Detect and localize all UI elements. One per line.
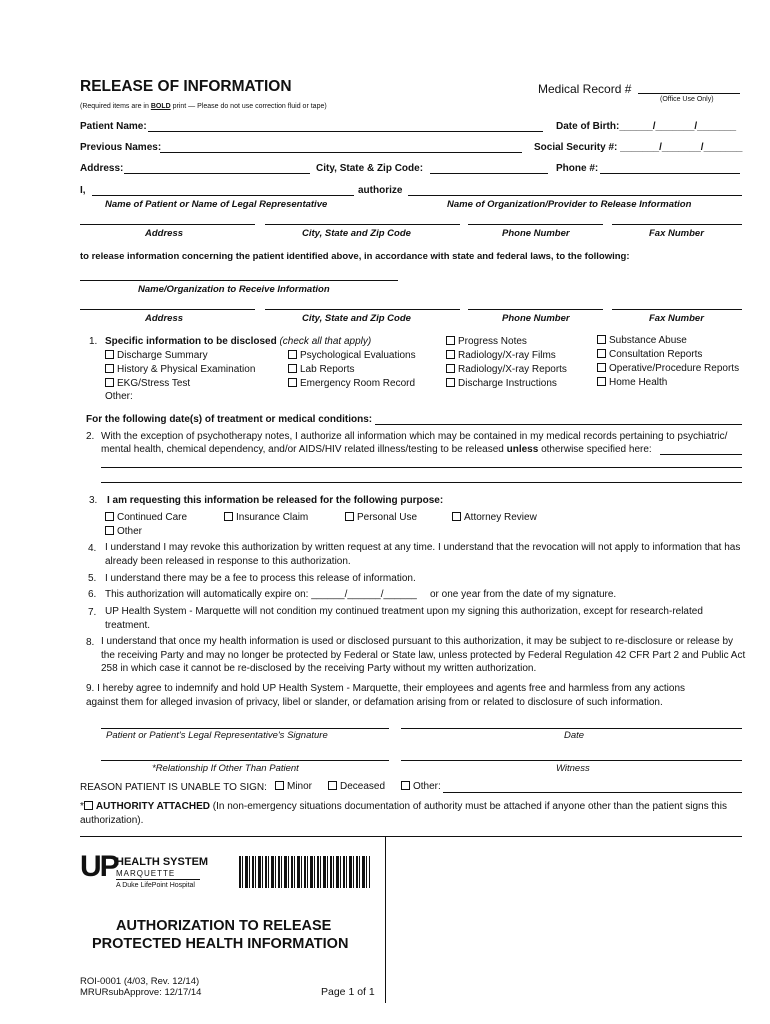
section3-title: I am requesting this information be released for the following purpose: bbox=[107, 495, 444, 506]
item6-number: 6. bbox=[88, 589, 97, 600]
checkbox-consultation[interactable]: Consultation Reports bbox=[597, 349, 702, 360]
checkbox-icon bbox=[288, 350, 297, 359]
checkbox-icon bbox=[345, 512, 354, 521]
authority-attached[interactable]: * AUTHORITY ATTACHED (In non-emergency situations documentation of authority must be attached if anyone other than the patient signs this authorization). bbox=[80, 801, 727, 826]
patient-name-label: Patient Name: bbox=[80, 121, 147, 132]
checkbox-icon bbox=[224, 512, 233, 521]
dates-field[interactable] bbox=[375, 424, 742, 425]
item9-text: 9. I hereby agree to indemnify and hold UP Health System - Marquette, their employees and agents free and harmless from any actions against them for alleged invasion of privacy, libel or slander, or defamation arising from or related to disclosure of such information. bbox=[86, 683, 686, 708]
logo-tagline: A Duke LifePoint Hospital bbox=[116, 882, 195, 889]
receiver-address-field[interactable] bbox=[80, 309, 255, 310]
checkbox-lab-reports[interactable]: Lab Reports bbox=[288, 364, 354, 375]
checkbox-icon bbox=[105, 364, 114, 373]
checkbox-substance-abuse[interactable]: Substance Abuse bbox=[597, 335, 687, 346]
item8-number: 8. bbox=[86, 637, 95, 648]
exceptions-field[interactable] bbox=[660, 454, 742, 455]
checkbox-discharge-instructions[interactable]: Discharge Instructions bbox=[446, 378, 557, 389]
reason-label: REASON PATIENT IS UNABLE TO SIGN: bbox=[80, 782, 267, 793]
phone-caption: Phone Number bbox=[502, 228, 570, 239]
form-footer-title-2: PROTECTED HEALTH INFORMATION bbox=[92, 936, 349, 952]
checkbox-attorney-review[interactable]: Attorney Review bbox=[452, 512, 537, 523]
ssn-label[interactable]: Social Security #: _______/_______/_______ bbox=[534, 142, 743, 153]
release-city-field[interactable] bbox=[265, 224, 460, 225]
receiver-fax-field[interactable] bbox=[612, 309, 742, 310]
checkbox-other-purpose[interactable]: Other bbox=[105, 526, 142, 537]
checkbox-home-health[interactable]: Home Health bbox=[597, 377, 667, 388]
barcode-image bbox=[239, 856, 370, 888]
item7-text: UP Health System - Marquette will not condition my continued treatment upon my signing this authorization, except for research-related treatment. bbox=[105, 606, 703, 631]
checkbox-icon bbox=[597, 377, 606, 386]
checkbox-icon bbox=[105, 526, 114, 535]
previous-names-field[interactable] bbox=[160, 152, 522, 153]
checkbox-icon bbox=[105, 350, 114, 359]
checkbox-icon bbox=[288, 378, 297, 387]
checkbox-icon bbox=[401, 781, 410, 790]
address-caption: Address bbox=[145, 228, 184, 239]
checkbox-history-physical[interactable]: History & Physical Examination bbox=[105, 364, 255, 375]
checkbox-discharge-summary[interactable]: Discharge Summary bbox=[105, 350, 208, 361]
checkbox-icon bbox=[275, 781, 284, 790]
release-address-field[interactable] bbox=[80, 224, 255, 225]
relationship-caption: *Relationship If Other Than Patient bbox=[152, 763, 299, 774]
checkbox-icon bbox=[328, 781, 337, 790]
city-state-zip-field[interactable] bbox=[430, 173, 548, 174]
checkbox-insurance-claim[interactable]: Insurance Claim bbox=[224, 512, 308, 523]
previous-names-label: Previous Names: bbox=[80, 142, 162, 153]
section2-number: 2. bbox=[86, 431, 95, 442]
medical-record-label: Medical Record # bbox=[538, 82, 632, 96]
checkbox-continued-care[interactable]: Continued Care bbox=[105, 512, 187, 523]
checkbox-icon bbox=[452, 512, 461, 521]
section2-line1: With the exception of psychotherapy notes, I authorize all information which may be contained in my medical records pertaining to psychiatric/ bbox=[101, 431, 728, 442]
instructions-note: (Required items are in BOLD print — Please do not use correction fluid or tape) bbox=[80, 103, 327, 110]
checkbox-deceased[interactable]: Deceased bbox=[328, 781, 385, 792]
checkbox-personal-use[interactable]: Personal Use bbox=[345, 512, 417, 523]
date-caption: Date bbox=[564, 730, 585, 741]
receiver-name-field[interactable] bbox=[80, 280, 398, 281]
item8-text: I understand that once my health information is used or disclosed pursuant to this authorization, it may be subject to re-disclosure or release by the receiving Party and may no longer be protected by Federal or State law, unless protected by Federal Regulation 42 CFR Part 2 and Public Act 258 in which case it cannot be re-disclosed by the receiving Party without my written authorization. bbox=[101, 636, 746, 674]
checkbox-radiology-films[interactable]: Radiology/X-ray Films bbox=[446, 350, 556, 361]
item4-text: I understand I may revoke this authorization by written request at any time. I understand that the revocation will not apply to information that has already been released in response to this authorization. bbox=[105, 542, 741, 567]
city-state-zip-label: City, State & Zip Code: bbox=[316, 163, 424, 174]
exceptions-line-2[interactable] bbox=[101, 467, 742, 468]
org-caption: Name of Organization/Provider to Release Information bbox=[447, 199, 692, 210]
item6-text: or one year from the date of my signature. bbox=[430, 589, 617, 600]
page-number: Page 1 of 1 bbox=[321, 986, 375, 998]
name-caption: Name of Patient or Name of Legal Representative bbox=[105, 199, 328, 210]
city-caption-2: City, State and Zip Code bbox=[302, 313, 411, 324]
section3-number: 3. bbox=[89, 495, 98, 506]
release-fax-field[interactable] bbox=[612, 224, 742, 225]
footer-divider bbox=[80, 836, 742, 837]
address-label: Address: bbox=[80, 163, 124, 174]
office-use-note: (Office Use Only) bbox=[660, 96, 714, 103]
checkbox-icon bbox=[84, 801, 93, 810]
date-field[interactable] bbox=[401, 728, 742, 729]
item4-number: 4. bbox=[88, 543, 97, 554]
checkbox-operative[interactable]: Operative/Procedure Reports bbox=[597, 363, 739, 374]
phone-field[interactable] bbox=[600, 173, 740, 174]
checkbox-icon bbox=[446, 378, 455, 387]
item6-expiry[interactable]: This authorization will automatically expire on: ______/______/______ bbox=[105, 589, 417, 600]
patient-name-field[interactable] bbox=[148, 131, 543, 132]
i-label: I, bbox=[80, 185, 86, 196]
footer-vertical-divider bbox=[385, 837, 386, 1003]
authorize-label: authorize bbox=[358, 185, 403, 196]
receiver-city-field[interactable] bbox=[265, 309, 460, 310]
logo-marquette: MARQUETTE bbox=[116, 869, 176, 878]
relationship-field[interactable] bbox=[101, 760, 389, 761]
logo-health-system: HEALTH SYSTEM bbox=[116, 856, 209, 868]
item5-number: 5. bbox=[88, 573, 97, 584]
release-sentence: to release information concerning the patient identified above, in accordance with state and federal laws, to the following: bbox=[80, 251, 630, 262]
witness-caption: Witness bbox=[556, 763, 590, 774]
form-footer-title-1: AUTHORIZATION TO RELEASE bbox=[116, 918, 332, 934]
dates-label: For the following date(s) of treatment or medical conditions: bbox=[86, 414, 373, 425]
checkbox-other-reason[interactable]: Other: bbox=[401, 781, 441, 792]
checkbox-icon bbox=[105, 512, 114, 521]
release-org-field[interactable] bbox=[408, 195, 742, 196]
logo-divider bbox=[116, 879, 200, 880]
logo-up: UP bbox=[80, 850, 118, 883]
address-field[interactable] bbox=[124, 173, 310, 174]
release-phone-field[interactable] bbox=[468, 224, 603, 225]
city-caption: City, State and Zip Code bbox=[302, 228, 411, 239]
checkbox-psychological[interactable]: Psychological Evaluations bbox=[288, 350, 416, 361]
checkbox-icon bbox=[288, 364, 297, 373]
item5-text: I understand there may be a fee to process this release of information. bbox=[105, 573, 416, 584]
fax-caption: Fax Number bbox=[649, 228, 704, 239]
section1-number: 1. bbox=[89, 336, 98, 347]
checkbox-minor[interactable]: Minor bbox=[275, 781, 312, 792]
signature-caption: Patient or Patient's Legal Representative's Signature bbox=[106, 730, 328, 741]
section2-line2: mental health, chemical dependency, and/or AIDS/HIV related illness/testing to be released unless otherwise specified here: bbox=[101, 444, 652, 455]
checkbox-icon bbox=[446, 336, 455, 345]
checkbox-ekg[interactable]: EKG/Stress Test bbox=[105, 378, 190, 389]
item7-number: 7. bbox=[88, 607, 97, 618]
exceptions-line-3[interactable] bbox=[101, 482, 742, 483]
medical-record-field[interactable] bbox=[638, 93, 740, 94]
checkbox-icon bbox=[105, 378, 114, 387]
signature-field[interactable] bbox=[101, 728, 389, 729]
section1-title: Specific information to be disclosed (check all that apply) bbox=[105, 336, 372, 347]
checkbox-progress-notes[interactable]: Progress Notes bbox=[446, 336, 527, 347]
witness-field[interactable] bbox=[401, 760, 742, 761]
dob-label[interactable]: Date of Birth:______/_______/_______ bbox=[556, 121, 737, 132]
patient-or-rep-field[interactable] bbox=[92, 195, 354, 196]
phone-label: Phone #: bbox=[556, 163, 599, 174]
approval-code: MRURsubApprove: 12/17/14 bbox=[80, 987, 202, 998]
other-reason-field[interactable] bbox=[443, 792, 742, 793]
form-code: ROI-0001 (4/03, Rev. 12/14) bbox=[80, 976, 200, 987]
phone-caption-2: Phone Number bbox=[502, 313, 570, 324]
checkbox-icon bbox=[446, 364, 455, 373]
other-info-label[interactable]: Other: bbox=[105, 391, 133, 402]
receiver-phone-field[interactable] bbox=[468, 309, 603, 310]
address-caption-2: Address bbox=[145, 313, 184, 324]
checkbox-icon bbox=[597, 349, 606, 358]
receiver-caption: Name/Organization to Receive Information bbox=[138, 284, 330, 295]
fax-caption-2: Fax Number bbox=[649, 313, 704, 324]
checkbox-icon bbox=[446, 350, 455, 359]
checkbox-radiology-reports[interactable]: Radiology/X-ray Reports bbox=[446, 364, 567, 375]
checkbox-emergency-room[interactable]: Emergency Room Record bbox=[288, 378, 415, 389]
checkbox-icon bbox=[597, 363, 606, 372]
form-title: RELEASE OF INFORMATION bbox=[80, 78, 292, 95]
checkbox-icon bbox=[597, 335, 606, 344]
